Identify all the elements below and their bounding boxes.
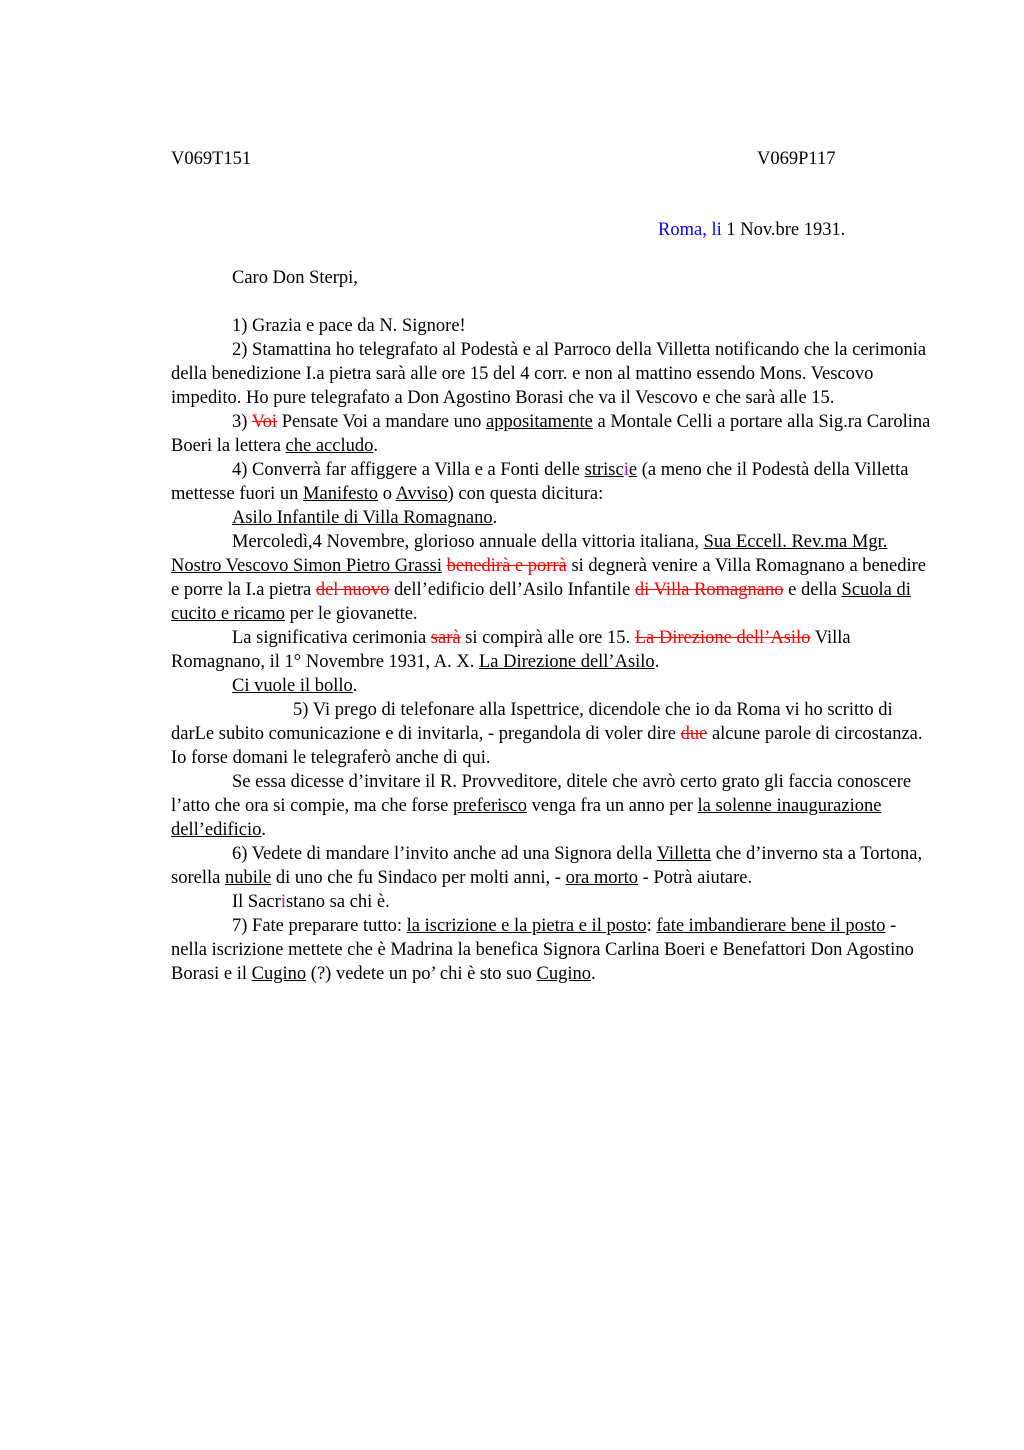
underlined-text: Cugino [536,964,591,984]
text-run: ) con questa dicitura: [447,484,604,504]
underlined-text: strisc [584,460,624,480]
struck-out-text: Voi [251,412,278,432]
text-run: - nella iscrizione mettete che è Madrina la benefica Signora Carlina Boeri e Benefattori Don Agostino Borasi e il [171,916,914,984]
letter-paragraph [171,458,931,506]
text-run: 5) Vi prego di telefonare alla Ispettrice, dicendole che io da Roma vi ho scritto di darLe subito comunicazione e di invitarla, - pregandola di voler dire [171,700,893,744]
letter-paragraph [171,338,931,410]
letter-paragraph [171,626,931,674]
document-reference-right: V069P117 [757,149,836,169]
text-run: Mercoledì,4 Novembre, glorioso annuale della vittoria italiana, [232,532,704,552]
letter-paragraph [171,770,931,842]
letter-paragraph [171,698,931,770]
underlined-text: ora morto [565,868,639,888]
struck-out-text: di Villa Romagnano [634,580,784,600]
text-run: . [590,964,596,984]
letter-paragraph [171,506,931,530]
text-run: alcune parole di circostanza. Io forse domani le telegraferò anche di qui. [171,724,923,768]
text-run: 6) Vedete di mandare l’invito anche ad una Signora della [232,844,657,864]
letter-paragraph [171,674,931,698]
underlined-text: Ci vuole il bollo [232,676,353,696]
dateline [658,218,845,242]
text-run: La significativa cerimonia [232,628,431,648]
underlined-text: e [628,460,638,480]
text-run: . [373,436,378,456]
struck-out-text: due [680,724,708,744]
dateline-place: Roma, li [658,220,722,240]
text-run: si degnerà venire a Villa Romagnano a benedire e porre la I.a pietra [171,556,926,600]
text-run: venga fra un anno per [526,796,698,816]
salutation: Caro Don Sterpi, [232,268,358,288]
text-run: 4) Converrà far affiggere a Villa e a Fonti delle [232,460,585,480]
inserted-letter: i [623,460,629,480]
text-run: 1) Grazia e pace da N. Signore! [232,316,466,336]
underlined-text: Asilo Infantile di Villa Romagnano [232,508,493,528]
text-run: dell’edificio dell’Asilo Infantile [389,580,635,600]
struck-out-text: La Direzione dell’Asilo [634,628,811,648]
document-reference-left: V069T151 [171,149,252,169]
text-run: . [654,652,660,672]
text-run: Pensate Voi a mandare uno [277,412,487,432]
text-run: : [646,916,657,936]
inserted-letter: i [280,892,286,912]
letter-paragraph [171,410,931,458]
text-run: 7) Fate preparare tutto: [232,916,407,936]
text-run: per le giovanette. [285,604,418,624]
underlined-text: nubile [224,868,272,888]
underlined-text: la iscrizione e la pietra e il posto [406,916,647,936]
struck-out-text: benedirà e porrà [446,556,567,576]
text-run: Il Sacr [232,892,281,912]
letter-body [171,314,931,986]
letter-paragraph [171,914,931,986]
letter-paragraph [171,530,931,626]
underlined-text: La Direzione dell’Asilo [479,652,655,672]
underlined-text: Villetta [656,844,712,864]
struck-out-text: del nuovo [315,580,390,600]
dateline-date: 1 Nov.bre 1931. [726,220,846,240]
text-run: 2) Stamattina ho telegrafato al Podestà e al Parroco della Villetta notificando che la cerimonia della benedizione I.a pietra sarà alle ore 15 del 4 corr. e non al mattino essendo Mons. Vescovo impedito. Ho pure telegrafato a Don Agostino Borasi che va il Vescovo e che sarà alle 15. [171,340,927,408]
underlined-text: Manifesto [303,484,379,504]
text-run: che d’inverno sta a Tortona, sorella [171,844,923,888]
underlined-text: la solenne inaugurazione dell’edificio [171,796,882,840]
text-run: Villa Romagnano, il 1° Novembre 1931, A. X. [171,628,851,672]
underlined-text: Avviso [395,484,448,504]
struck-out-text: sarà [430,628,461,648]
letter-paragraph [171,314,931,338]
underlined-text: preferisco [453,796,527,816]
text-run: Se essa dicesse d’invitare il R. Provveditore, ditele che avrò certo grato gli faccia conoscere l’atto che ora si compie, ma che forse [171,772,912,816]
text-run: 3) [232,412,252,432]
text-run: stano sa chi è. [285,892,390,912]
text-run: . [261,820,267,840]
underlined-text: Sua Eccell. Rev.ma Mgr. Nostro Vescovo Simon Pietro Grassi [171,532,888,576]
letter-paragraph [171,890,931,914]
text-run: (?) vedete un po’ chi è sto suo [306,964,537,984]
text-run: a Montale Celli a portare alla Sig.ra Carolina Boeri la lettera [171,412,931,456]
underlined-text: appositamente [486,412,593,432]
text-run: e della [783,580,842,600]
underlined-text: che accludo [285,436,374,456]
underlined-text: Cugino [251,964,307,984]
text-run: o [378,484,396,504]
text-run: (a meno che il Podestà della Villetta mettesse fuori un [171,460,909,504]
text-run: di uno che fu Sindaco per molti anni, - [271,868,566,888]
text-run: . [492,508,498,528]
letter-paragraph [171,842,931,890]
text-run: si compirà alle ore 15. [460,628,635,648]
underlined-text: Scuola di cucito e ricamo [171,580,911,624]
underlined-text: fate imbandierare bene il posto [656,916,886,936]
text-run: . [352,676,358,696]
text-run: - Potrà aiutare. [638,868,753,888]
